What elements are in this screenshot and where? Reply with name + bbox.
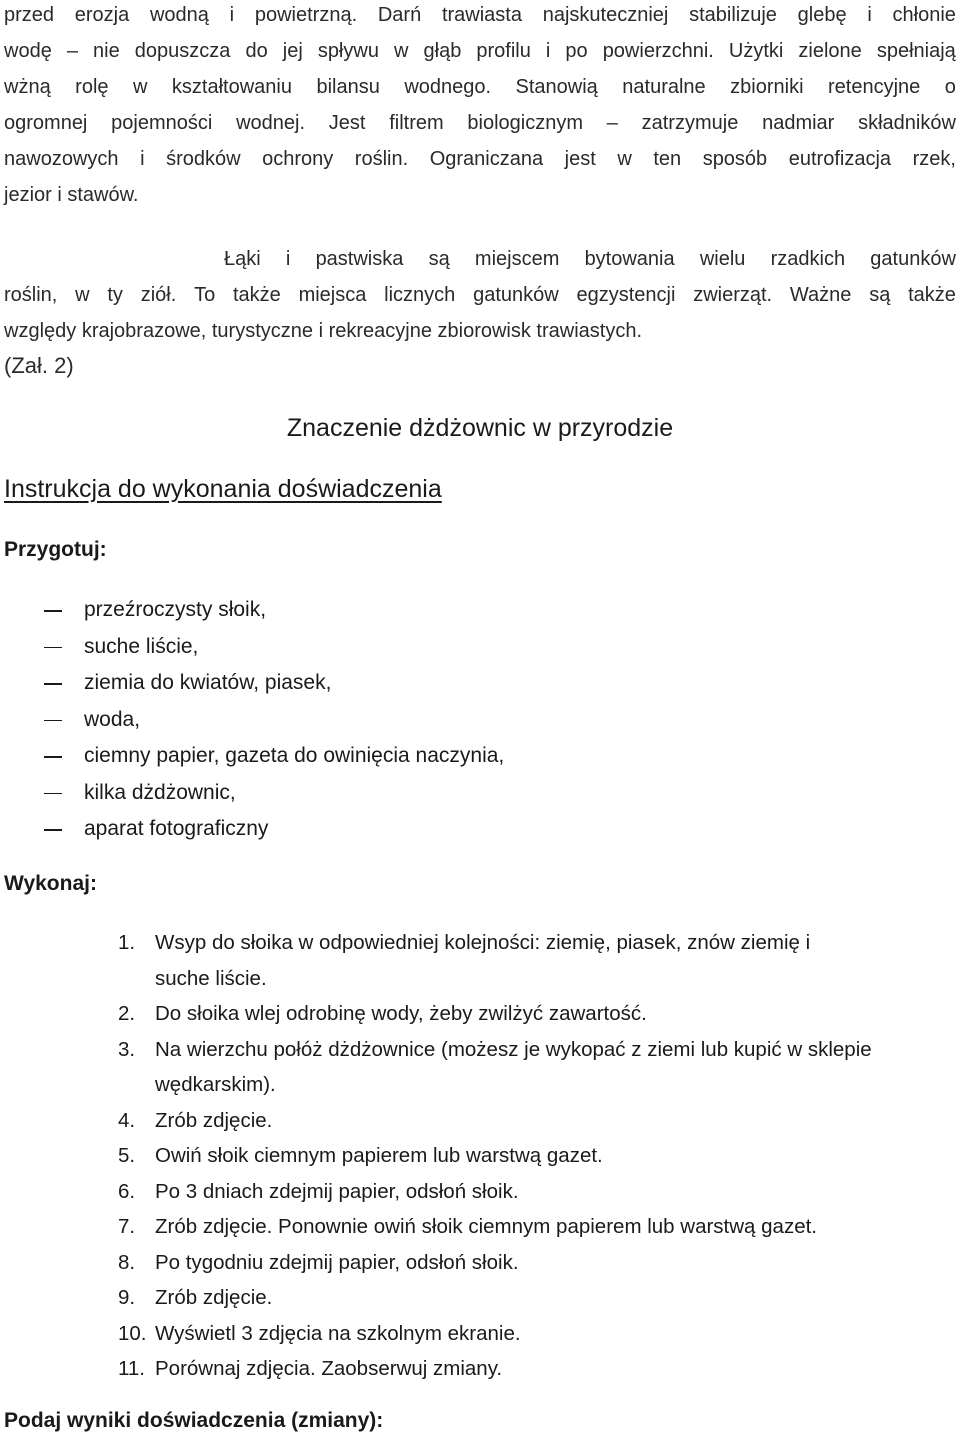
meadows-line: Łąki i pastwiska są miejscem bytowania wielu rzadkich gatunków — [224, 248, 956, 270]
step-text: Do słoika wlej odrobinę wody, żeby zwilżyć zawartość. — [155, 1002, 647, 1025]
step-item — [118, 1174, 938, 1210]
results-label: Podaj wyniki doświadczenia (zmiany): — [4, 1409, 384, 1432]
intro-line: nawozowych i środków ochrony roślin. Ograniczana jest w ten sposób eutrofizacja rzek, — [4, 148, 956, 170]
step-number: 1. — [118, 931, 136, 954]
dash-bullet-icon — [44, 647, 62, 649]
step-number: 5. — [118, 1144, 136, 1167]
step-number: 3. — [118, 1037, 136, 1061]
list-item: przeźroczysty słoik, — [44, 592, 504, 629]
instruction-title: Instrukcja do wykonania doświadczenia — [4, 475, 442, 503]
step-number: 7. — [118, 1215, 136, 1238]
step-text: Zrób zdjęcie. — [155, 1286, 273, 1309]
step-text: Wsyp do słoika w odpowiedniej kolejności: ziemię, piasek, znów ziemię i — [155, 931, 811, 954]
dash-bullet-icon — [44, 793, 62, 795]
do-label: Wykonaj: — [4, 872, 97, 895]
step-number: 8. — [118, 1250, 136, 1274]
meadows-line: względy krajobrazowe, turystyczne i rekreacyjne zbiorowisk trawiastych. — [4, 320, 643, 342]
step-item — [118, 1351, 938, 1387]
section-title — [0, 414, 960, 443]
supplies-list — [44, 592, 504, 848]
step-number: 6. — [118, 1179, 136, 1203]
step-item — [118, 1032, 938, 1103]
step-item — [118, 1138, 938, 1174]
step-text: Po 3 dniach zdejmij papier, odsłoń słoik. — [155, 1179, 519, 1203]
list-item: suche liście, — [44, 629, 504, 666]
prepare-label: Przygotuj: — [4, 538, 107, 561]
step-item — [118, 1209, 938, 1245]
step-text: Porównaj zdjęcia. Zaobserwuj zmiany. — [155, 1357, 503, 1380]
step-text-continued: suche liście. — [155, 966, 267, 990]
list-item: aparat fotograficzny — [44, 811, 504, 848]
step-item — [118, 996, 938, 1032]
step-item — [118, 1316, 938, 1352]
steps-list — [118, 925, 938, 1387]
list-item: ziemia do kwiatów, piasek, — [44, 665, 504, 702]
step-item — [118, 1245, 938, 1281]
section-title-text: Znaczenie dżdżownic w przyrodzie — [286, 414, 674, 442]
step-text: Po tygodniu zdejmij papier, odsłoń słoik. — [155, 1250, 519, 1274]
intro-line: jezior i stawów. — [4, 184, 139, 206]
step-number: 2. — [118, 1002, 136, 1025]
list-item: ciemny papier, gazeta do owinięcia naczynia, — [44, 738, 504, 775]
intro-line: wżną rolę w kształtowaniu bilansu wodnego. Stanowią naturalne zbiorniki retencyjne o — [4, 76, 956, 98]
intro-line: wodę – nie dopuszcza do jej spływu w głąb profilu i po powierzchni. Użytki zielone spełniają — [4, 40, 956, 62]
step-number: 9. — [118, 1286, 136, 1309]
intro-line: przed erozja wodną i powietrzną. Darń trawiasta najskuteczniej stabilizuje glebę i chłonie — [4, 4, 956, 26]
attachment-reference: (Zał. 2) — [4, 353, 74, 378]
step-number: 11. — [118, 1357, 145, 1380]
dash-bullet-icon — [44, 829, 62, 831]
dash-bullet-icon — [44, 683, 62, 685]
dash-bullet-icon — [44, 720, 62, 722]
list-item: woda, — [44, 702, 504, 739]
step-text: Zrób zdjęcie. — [155, 1108, 273, 1132]
step-item — [118, 925, 938, 996]
step-item — [118, 1280, 938, 1316]
dash-bullet-icon — [44, 756, 62, 758]
intro-paragraph — [4, 0, 956, 213]
intro-line: ogromnej pojemności wodnej. Jest filtrem biologicznym – zatrzymuje nadmiar składników — [4, 112, 956, 134]
step-text: Na wierzchu połóż dżdżownice (możesz je wykopać z ziemi lub kupić w sklepie — [155, 1037, 872, 1061]
step-number: 10. — [118, 1321, 147, 1345]
step-number: 4. — [118, 1108, 136, 1132]
step-text: Owiń słoik ciemnym papierem lub warstwą gazet. — [155, 1144, 603, 1167]
step-text: Wyświetl 3 zdjęcia na szkolnym ekranie. — [155, 1321, 521, 1345]
step-text: Zrób zdjęcie. Ponownie owiń słoik ciemnym papierem lub warstwą gazet. — [155, 1215, 817, 1238]
list-item: kilka dżdżownic, — [44, 775, 504, 812]
meadows-paragraph — [4, 241, 956, 349]
step-text-continued: wędkarskim). — [155, 1073, 276, 1096]
step-item — [118, 1103, 938, 1139]
dash-bullet-icon — [44, 610, 62, 612]
meadows-line: roślin, w ty ziół. To także miejsca licznych gatunków egzystencji zwierząt. Ważne są także — [4, 284, 956, 306]
